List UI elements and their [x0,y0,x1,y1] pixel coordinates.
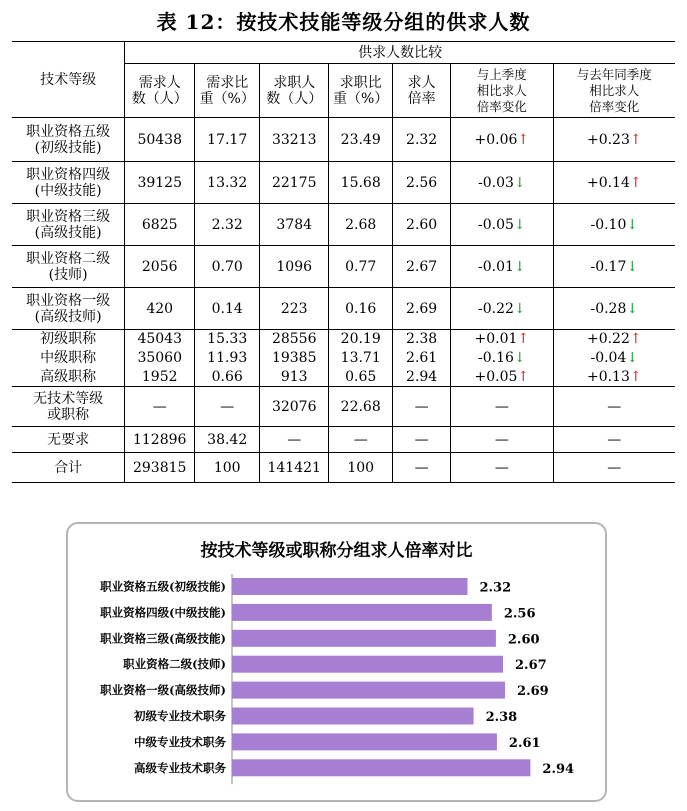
change-value: +0.22 [586,331,630,348]
row-label [12,118,125,162]
cell-seekers: 22175 [260,162,329,204]
table-row [12,288,675,330]
bar-value-label: 2.32 [479,580,512,596]
chart-canvas [68,524,605,800]
cell-demand-pct: 100 [195,453,260,483]
cell-change-year [553,330,675,349]
bar [232,708,474,725]
cell-change-year [553,118,675,162]
column-header-2 [195,64,260,118]
change-value: -0.22 [477,300,514,317]
cell-demand: 112896 [125,427,195,453]
row-label-line: 初级职称 [40,331,97,348]
cell-ratio: 2.69 [393,288,451,330]
cell-ratio: 2.32 [393,118,451,162]
change-value: -0.28 [590,300,627,317]
bar [232,630,496,647]
change-value: +0.13 [586,368,630,385]
column-header-5 [393,64,451,118]
cell-ratio: 2.61 [393,349,451,368]
cell-seekers-pct: 20.19 [329,330,393,349]
column-header-line: 求人 [407,74,436,91]
cell-ratio: 2.56 [393,162,451,204]
row-label-line: (高级技师) [34,308,102,325]
cell-demand: 45043 [125,330,195,349]
category-label: 职业资格五级(初级技能) [100,579,226,594]
arrow-up-icon: ↑ [629,131,642,148]
cell-change-quarter [451,330,554,349]
row-label-line: 或职称 [47,406,90,423]
cell-seekers: 141421 [260,453,329,483]
bar [232,682,505,699]
cell-demand: 35060 [125,349,195,368]
cell-seekers: 223 [260,288,329,330]
cell-change-quarter [451,427,554,453]
row-label [12,162,125,204]
arrow-up-icon: ↑ [629,368,642,385]
change-value: +0.14 [586,174,630,191]
cell-change-quarter [451,162,554,204]
cell-seekers: 1096 [260,246,329,288]
row-label-line: 职业资格四级 [26,166,111,183]
row-label [12,349,125,368]
table-title: 表 12：按技术技能等级分组的供求人数 [156,10,531,34]
arrow-up-icon: ↑ [629,331,642,348]
cell-seekers-pct: 0.77 [329,246,393,288]
change-value: +0.01 [474,331,518,348]
column-header-line: 倍率变化 [589,98,640,114]
cell-demand-pct: 0.66 [195,368,260,387]
cell-demand-pct: 2.32 [195,204,260,246]
arrow-up-icon: ↑ [629,174,642,191]
row-label-line: 职业资格二级 [26,250,111,267]
cell-ratio: 2.94 [393,368,451,387]
cell-demand: 1952 [125,368,195,387]
column-header-line: 与上季度 [476,66,527,82]
cell-change-year [553,162,675,204]
cell-seekers-pct: 15.68 [329,162,393,204]
cell-change-year [553,387,675,427]
supply-demand-table [12,41,675,483]
column-header-line: 倍率变化 [476,98,527,114]
cell-demand-pct: 11.93 [195,349,260,368]
row-label-line: 高级职称 [40,368,97,385]
cell-demand: 50438 [125,118,195,162]
bar-value-label: 2.69 [517,684,549,700]
column-header-4 [329,64,393,118]
change-value: -0.16 [477,350,514,366]
column-header-line: 重（%） [333,90,389,107]
category-label: 职业资格三级(高级技能) [100,631,226,646]
cell-ratio: 2.67 [393,246,451,288]
column-header-line: 数（人） [131,90,188,107]
cell-demand-pct: — [195,387,260,427]
column-header-line: 需求比 [206,74,249,91]
cell-demand-pct: 0.70 [195,246,260,288]
cell-seekers: 913 [260,368,329,387]
column-header-line: 倍率 [407,90,436,107]
change-value: — [607,459,622,476]
cell-change-year [553,349,675,368]
change-value: -0.17 [590,258,627,275]
bar-value-label: 2.60 [507,632,540,648]
arrow-down-icon: ↓ [513,258,526,275]
bar [232,733,497,750]
category-label: 中级专业技术职务 [134,734,226,749]
chart-title: 按技术等级或职称分组求人倍率对比 [200,541,473,561]
arrow-up-icon: ↑ [517,131,530,148]
cell-seekers: 28556 [260,330,329,349]
column-header-line: 与去年同季度 [576,66,652,82]
cell-ratio: 2.38 [393,330,451,349]
category-label: 职业资格二级(技师) [123,657,226,672]
row-label-line: (初级技能) [34,139,102,156]
table-row [12,204,675,246]
cell-change-quarter [451,288,554,330]
table-row [12,427,675,453]
cell-change-year [553,368,675,387]
arrow-down-icon: ↓ [626,216,639,233]
bar-value-label: 2.94 [542,761,575,777]
cell-ratio: 2.60 [393,204,451,246]
column-header-line: 相比求人 [589,82,640,98]
cell-demand: 39125 [125,162,195,204]
row-label [12,330,125,349]
change-value: +0.06 [474,131,518,148]
table-row [12,246,675,288]
cell-demand-pct: 38.42 [195,427,260,453]
cell-change-year [553,288,675,330]
bar-value-label: 2.56 [503,606,536,622]
cell-change-year [553,427,675,453]
cell-demand-pct: 13.32 [195,162,260,204]
table-row [12,349,675,368]
column-header-line: 需求人 [138,74,181,91]
cell-change-quarter [451,387,554,427]
cell-change-quarter [451,204,554,246]
cell-ratio: — [393,387,451,427]
cell-change-year [553,204,675,246]
category-label: 高级专业技术职务 [134,760,226,775]
change-value: +0.05 [474,368,518,385]
cell-seekers-pct: 2.68 [329,204,393,246]
cell-seekers-pct: 22.68 [329,387,393,427]
cell-change-year [553,453,675,483]
row-label [12,427,125,453]
ratio-chart [66,522,607,802]
row-label-line: (技师) [48,266,88,283]
row-label-line: 职业资格五级 [26,123,111,140]
change-value: -0.05 [477,216,514,233]
change-value: -0.01 [477,258,514,275]
change-value: — [494,431,509,448]
column-header-7 [553,64,675,118]
row-label [12,453,125,483]
row-label-line: 无要求 [47,431,90,448]
column-header-line: 求职人 [273,74,316,91]
group-header [125,42,675,64]
arrow-up-icon: ↑ [517,368,530,385]
cell-seekers: — [260,427,329,453]
category-label: 职业资格四级(中级技能) [100,605,226,620]
row-header-label: 技术等级 [40,71,97,88]
arrow-down-icon: ↓ [513,174,526,191]
table-row [12,118,675,162]
change-value: — [494,459,509,476]
column-header-6 [451,64,554,118]
cell-demand: 293815 [125,453,195,483]
cell-change-year [553,246,675,288]
bar [232,604,492,621]
category-label: 职业资格一级(高级技师) [100,683,226,698]
arrow-down-icon: ↓ [513,300,526,317]
row-label-line: (高级技能) [34,224,102,241]
cell-change-quarter [451,368,554,387]
row-label-line: 职业资格三级 [26,208,111,225]
cell-demand: 6825 [125,204,195,246]
change-value: -0.04 [590,350,627,366]
cell-demand: — [125,387,195,427]
row-label [12,204,125,246]
column-header-1 [125,64,195,118]
table-row [12,330,675,349]
arrow-down-icon: ↓ [626,350,639,366]
row-label-line: 职业资格一级 [26,292,111,309]
column-header-3 [260,64,329,118]
cell-ratio: — [393,427,451,453]
cell-seekers-pct: 0.16 [329,288,393,330]
row-label-line: 中级职称 [40,350,97,366]
cell-demand-pct: 17.17 [195,118,260,162]
row-label-line: 无技术等级 [33,390,104,407]
column-header-line: 数（人） [266,90,323,107]
group-header-label: 供求人数比较 [358,44,443,61]
table-row [12,453,675,483]
change-value: — [494,398,509,415]
arrow-down-icon: ↓ [513,216,526,233]
column-header-line: 相比求人 [476,82,527,98]
change-value: -0.10 [590,216,627,233]
bar [232,578,467,595]
row-label-line: 合计 [54,459,83,476]
cell-demand-pct: 0.14 [195,288,260,330]
cell-change-quarter [451,349,554,368]
cell-seekers-pct: 13.71 [329,349,393,368]
bar-value-label: 2.67 [515,658,547,674]
cell-seekers: 32076 [260,387,329,427]
change-value: — [607,431,622,448]
row-label [12,246,125,288]
change-value: -0.03 [477,174,514,191]
cell-seekers-pct: 23.49 [329,118,393,162]
cell-demand-pct: 15.33 [195,330,260,349]
column-header-line: 求职比 [339,74,382,91]
arrow-up-icon: ↑ [517,331,530,348]
bar-value-label: 2.61 [508,735,541,751]
cell-seekers: 33213 [260,118,329,162]
cell-seekers: 3784 [260,204,329,246]
change-value: — [607,398,622,415]
cell-seekers-pct: 100 [329,453,393,483]
column-header-line: 重（%） [199,90,255,107]
cell-ratio: — [393,453,451,483]
cell-demand: 2056 [125,246,195,288]
table-row [12,368,675,387]
bar-value-label: 2.38 [485,710,518,725]
cell-seekers-pct: — [329,427,393,453]
table-row [12,162,675,204]
category-label: 初级专业技术职务 [134,709,226,723]
row-label [12,368,125,387]
row-label-line: (中级技能) [34,182,102,199]
cell-demand: 420 [125,288,195,330]
bar [232,759,530,776]
cell-change-quarter [451,246,554,288]
table-row [12,387,675,427]
arrow-down-icon: ↓ [626,300,639,317]
row-label [12,288,125,330]
arrow-down-icon: ↓ [626,258,639,275]
cell-change-quarter [451,118,554,162]
change-value: +0.23 [586,131,630,148]
cell-change-quarter [451,453,554,483]
arrow-down-icon: ↓ [513,350,526,366]
row-label [12,387,125,427]
row-header-cell [12,42,125,118]
cell-seekers: 19385 [260,349,329,368]
cell-seekers-pct: 0.65 [329,368,393,387]
bar [232,656,503,673]
